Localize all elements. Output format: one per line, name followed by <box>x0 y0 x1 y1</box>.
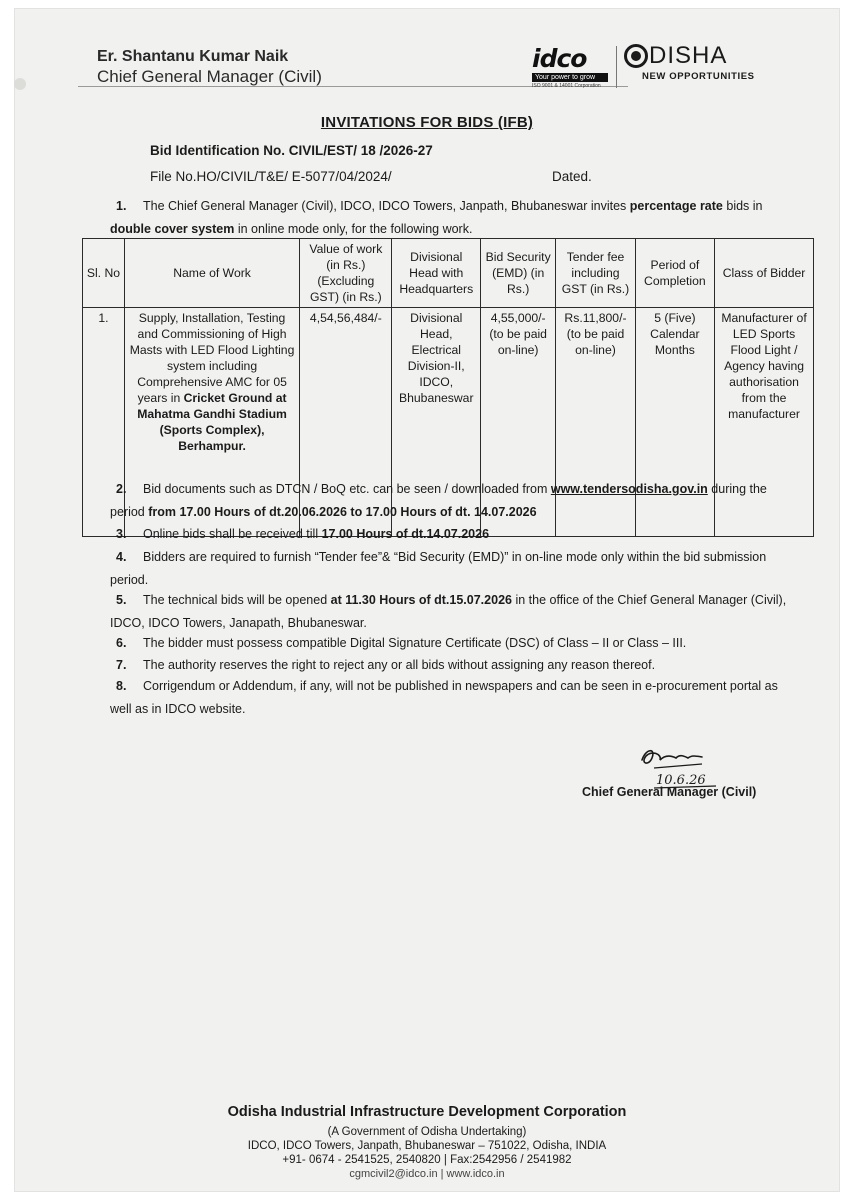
item-text: during the <box>707 482 767 496</box>
footer-email-web: cgmcivil2@idco.in | www.idco.in <box>349 1168 505 1180</box>
idco-logo <box>532 46 608 89</box>
odisha-logo-word: DISHA <box>649 42 728 69</box>
tenders-portal-link[interactable]: www.tendersodisha.gov.in <box>550 482 708 496</box>
division-cell: Divisional Head, Electrical Division-II, IDCO, Bhubaneswar <box>392 308 481 537</box>
item-number: 3. <box>116 527 127 541</box>
signature-caption: Chief General Manager (Civil) <box>582 785 757 799</box>
item-3 <box>110 523 796 546</box>
item-text: The authority reserves the right to reject any or all bids without assigning any reason thereof. <box>143 658 656 672</box>
dated-label: Dated. <box>552 169 592 184</box>
tender-fee-cell: Rs.11,800/- (to be paid on-line) <box>556 308 635 537</box>
item-8 <box>110 675 796 721</box>
period-cell: 5 (Five) Calendar Months <box>635 308 714 537</box>
item-number: 7. <box>116 658 127 672</box>
item-bold-text: from 17.00 Hours of dt.20.06.2026 to 17.00 Hours of dt. 14.07.2026 <box>148 505 537 519</box>
item-bold-text: double cover system <box>110 222 235 236</box>
idco-logo-word: idco <box>532 44 587 73</box>
item-text: in the office of the Chief General Manager (Civil), <box>511 593 787 607</box>
idco-iso-text: ISO 9001 & 14001 Corporation <box>532 83 601 89</box>
item-bold-text: percentage rate <box>629 199 723 213</box>
document-title: INVITATIONS FOR BIDS (IFB) <box>320 114 534 131</box>
item-number: 5. <box>116 593 127 607</box>
column-header: Sl. No <box>83 239 125 308</box>
officer-designation: Chief General Manager (Civil) <box>97 67 322 86</box>
emd-cell: 4,55,000/- (to be paid on-line) <box>481 308 556 537</box>
footer-address: IDCO, IDCO Towers, Janpath, Bhubaneswar – 751022, Odisha, INDIA <box>247 1140 607 1152</box>
odisha-tagline: NEW OPPORTUNITIES <box>642 71 755 82</box>
item-text: Corrigendum or Addendum, if any, will not be published in newspapers and can be seen in e-procurement portal as <box>143 679 778 693</box>
bidder-class-cell: Manufacturer of LED Sports Flood Light / Agency having authorisation from the manufacturer <box>715 308 814 537</box>
bid-identification: Bid Identification No. CIVIL/EST/ 18 /2026-27 <box>150 143 433 158</box>
table-header-row <box>83 239 814 308</box>
logo-separator <box>616 46 617 88</box>
item-text: Bid documents such as DTCN / BoQ etc. can be seen / downloaded from <box>143 482 551 496</box>
item-text: period <box>110 505 149 519</box>
odisha-logo <box>624 42 774 82</box>
item-4 <box>110 546 796 592</box>
item-7 <box>110 654 796 677</box>
item-number: 8. <box>116 679 127 693</box>
item-number: 2. <box>116 482 127 496</box>
work-location-text: Cricket Ground at Mahatma Gandhi Stadium (Sports Complex), Berhampur. <box>137 391 287 453</box>
item-text: in online mode only, for the following work. <box>234 222 473 236</box>
idco-tagline: Your power to grow <box>532 73 608 82</box>
item-2 <box>110 478 796 524</box>
item-bold-text: 17.00 Hours of dt.14.07.2026 <box>321 527 490 541</box>
item-text: Bidders are required to furnish “Tender fee”& “Bid Security (EMD)” in on-line mode only within the bid submission <box>143 550 767 564</box>
signature-date: 10.6.26 <box>656 773 706 788</box>
item-6 <box>110 632 796 655</box>
column-header: Class of Bidder <box>715 239 814 308</box>
column-header: Tender fee including GST (in Rs.) <box>556 239 635 308</box>
officer-name: Er. Shantanu Kumar Naik <box>97 48 289 65</box>
column-header: Period of Completion <box>635 239 714 308</box>
item-bold-text: at 11.30 Hours of dt.15.07.2026 <box>330 593 512 607</box>
item-number: 6. <box>116 636 127 650</box>
work-value-cell: 4,54,56,484/- <box>300 308 392 537</box>
odisha-ring-icon <box>624 44 648 68</box>
item-text: The bidder must possess compatible Digital Signature Certificate (DSC) of Class – II or Class – III. <box>143 636 687 650</box>
item-text: The technical bids will be opened <box>143 593 331 607</box>
column-header: Value of work (in Rs.) (Excluding GST) (in Rs.) <box>300 239 392 308</box>
item-text: bids in <box>722 199 763 213</box>
item-text: The Chief General Manager (Civil), IDCO, IDCO Towers, Janpath, Bhubaneswar invites <box>143 199 630 213</box>
footer-organization: Odisha Industrial Infrastructure Development Corporation <box>227 1104 627 1120</box>
column-header: Name of Work <box>124 239 299 308</box>
item-number: 1. <box>116 199 127 213</box>
file-number: File No.HO/CIVIL/T&E/ E-5077/04/2024/ <box>150 169 392 184</box>
column-header: Bid Security (EMD) (in Rs.) <box>481 239 556 308</box>
footer-undertaking: (A Government of Odisha Undertaking) <box>327 1126 527 1138</box>
footer-phone: +91- 0674 - 2541525, 2540820 | Fax:2542956 / 2541982 <box>282 1154 572 1166</box>
column-header: Divisional Head with Headquarters <box>392 239 481 308</box>
item-text: IDCO, IDCO Towers, Janapath, Bhubaneswar. <box>110 616 367 630</box>
item-text: period. <box>110 573 149 587</box>
item-number: 4. <box>116 550 127 564</box>
sl-no-cell: 1. <box>83 308 125 537</box>
item-1 <box>110 195 796 241</box>
punch-hole <box>14 78 26 90</box>
item-text: well as in IDCO website. <box>110 702 246 716</box>
item-text: Online bids shall be received till <box>143 527 322 541</box>
work-name-text: Supply, Installation, Testing and Commissioning of High Masts with LED Flood Lighting system including Comprehensive AMC for 05 years in <box>129 311 295 405</box>
document-page <box>14 8 840 1192</box>
item-5 <box>110 589 796 635</box>
